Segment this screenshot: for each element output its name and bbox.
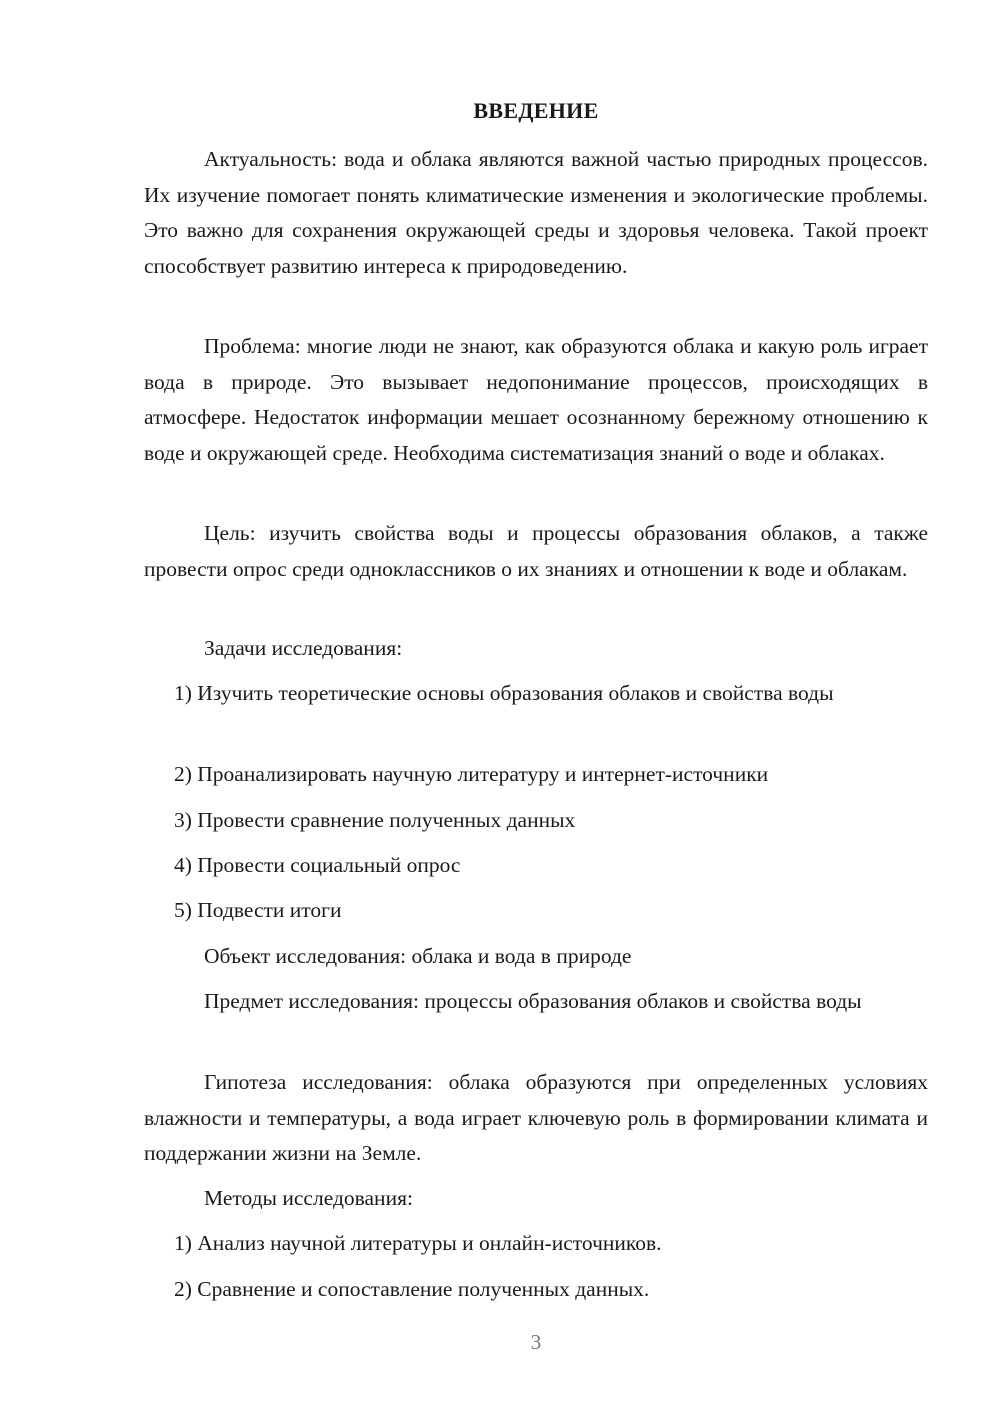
page-number: 3: [530, 1330, 542, 1354]
task-item-4: 4) Провести социальный опрос: [174, 853, 461, 877]
task-item-3: 3) Провести сравнение полученных данных: [174, 808, 576, 832]
task-item-1: 1) Изучить теоретические основы образования облаков и свойства воды: [174, 681, 834, 705]
task-item-5: 5) Подвести итоги: [174, 898, 342, 922]
relevance-paragraph: Актуальность: вода и облака являются важной частью природных процессов. Их изучение помогает понять климатические изменения и экологические проблемы. Это важно для сохранения окружающей среды и здоровья человека. Такой проект способствует развитию интереса к природоведению.: [144, 147, 928, 278]
method-item-2: 2) Сравнение и сопоставление полученных данных.: [174, 1277, 650, 1301]
goal-paragraph: Цель: изучить свойства воды и процессы образования облаков, а также провести опрос среди одноклассников о их знаниях и отношении к воде и облакам.: [144, 521, 928, 581]
method-item-1: 1) Анализ научной литературы и онлайн-источников.: [174, 1231, 662, 1255]
subject-paragraph: Предмет исследования: процессы образования облаков и свойства воды: [204, 989, 862, 1013]
hypothesis-paragraph: Гипотеза исследования: облака образуются при определенных условиях влажности и температуры, а вода играет ключевую роль в формировании климата и поддержании жизни на Земле.: [144, 1070, 928, 1165]
methods-title: Методы исследования:: [204, 1186, 413, 1210]
document-page: [144, 0, 928, 1414]
task-item-2: 2) Проанализировать научную литературу и интернет-источники: [174, 762, 769, 786]
tasks-title: Задачи исследования:: [204, 636, 403, 660]
page-title: ВВЕДЕНИЕ: [473, 98, 599, 123]
object-paragraph: Объект исследования: облака и вода в природе: [204, 944, 632, 968]
problem-paragraph: Проблема: многие люди не знают, как образуются облака и какую роль играет вода в природе. Это вызывает недопонимание процессов, происходящих в атмосфере. Недостаток информации мешает осознанному бережному отношению к воде и окружающей среде. Необходима систематизация знаний о воде и облаках.: [144, 334, 928, 465]
